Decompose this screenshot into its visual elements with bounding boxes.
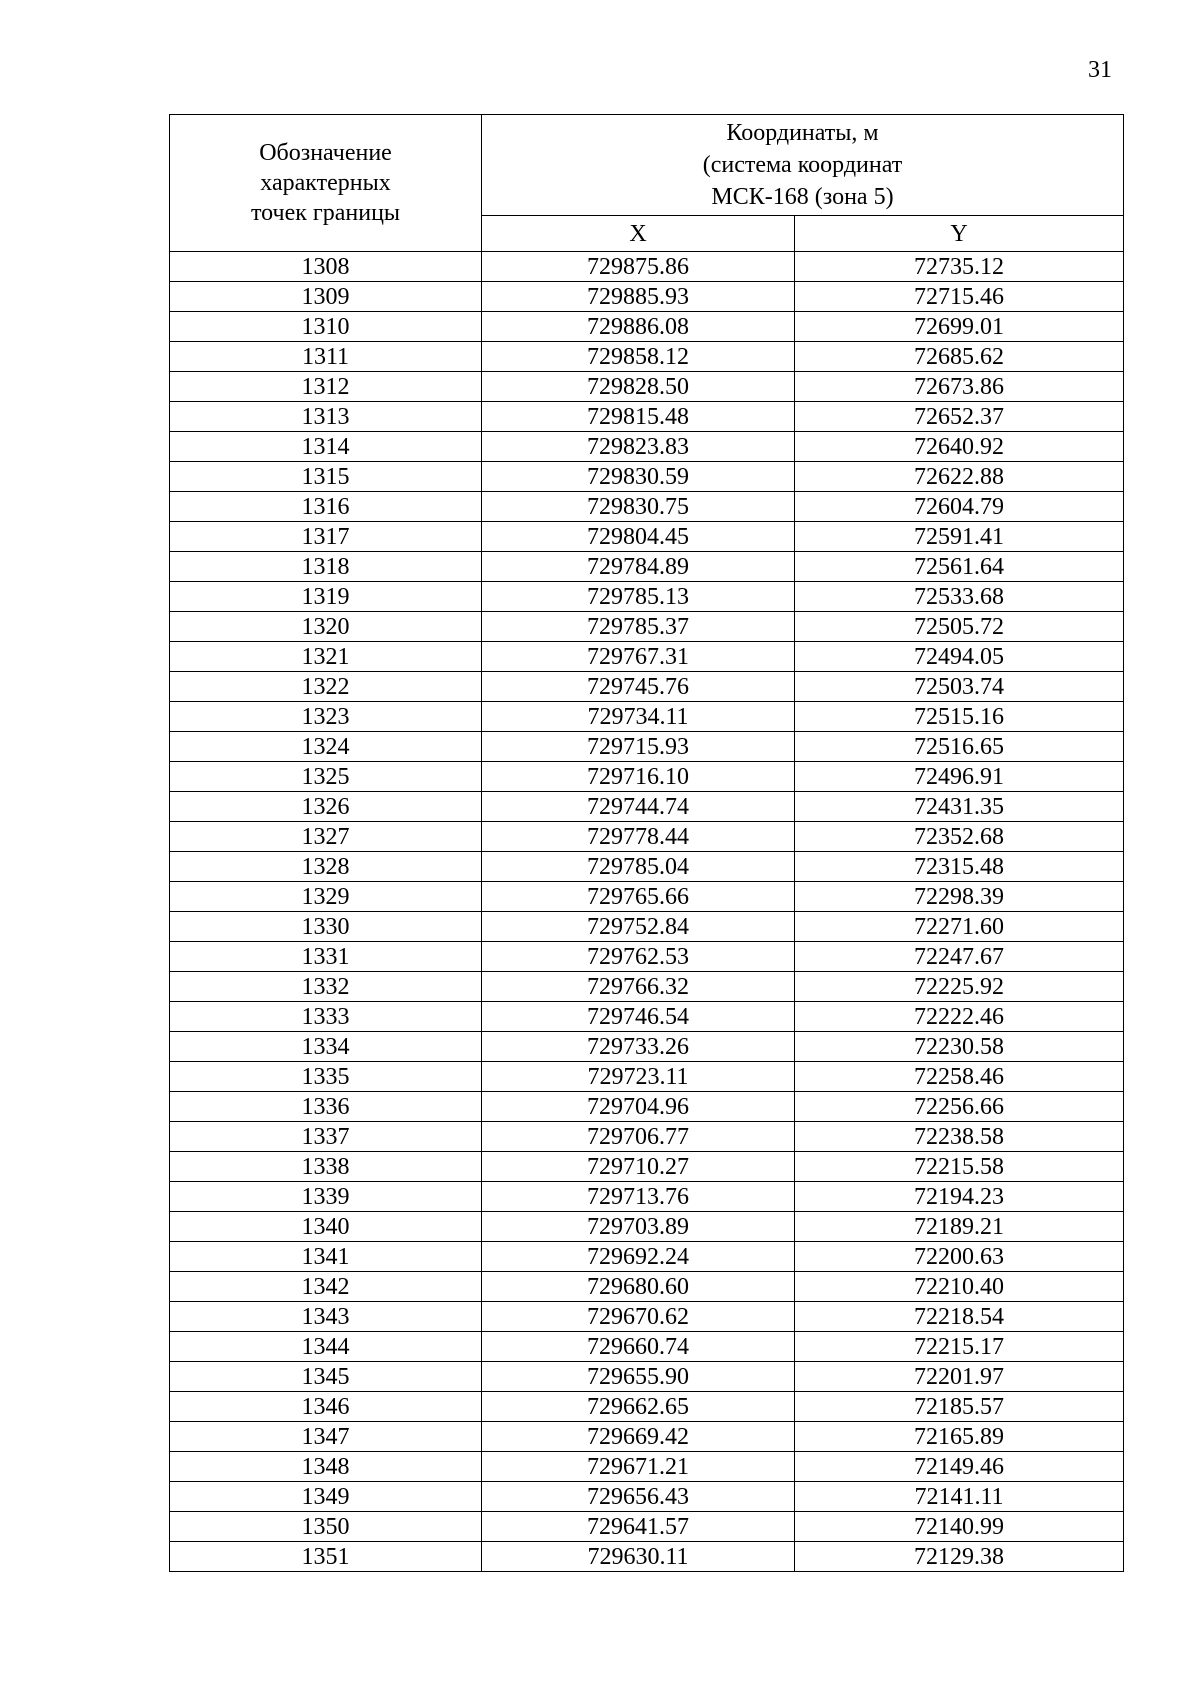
x-cell: 729830.75	[482, 492, 795, 522]
table-row	[170, 1152, 1124, 1182]
x-cell: 729744.74	[482, 792, 795, 822]
point-cell: 1342	[170, 1272, 482, 1302]
y-cell: 72352.68	[795, 822, 1124, 852]
y-cell: 72222.46	[795, 1002, 1124, 1032]
point-cell: 1329	[170, 882, 482, 912]
point-cell: 1335	[170, 1062, 482, 1092]
point-cell: 1321	[170, 642, 482, 672]
table-row	[170, 1242, 1124, 1272]
y-cell: 72140.99	[795, 1512, 1124, 1542]
x-cell: 729815.48	[482, 402, 795, 432]
table-row	[170, 852, 1124, 882]
y-cell: 72561.64	[795, 552, 1124, 582]
table-row	[170, 1362, 1124, 1392]
table-row	[170, 1002, 1124, 1032]
y-cell: 72533.68	[795, 582, 1124, 612]
x-cell: 729875.86	[482, 252, 795, 282]
page-number: 31	[1088, 57, 1112, 83]
y-cell: 72194.23	[795, 1182, 1124, 1212]
point-cell: 1325	[170, 762, 482, 792]
point-cell: 1309	[170, 282, 482, 312]
x-cell: 729703.89	[482, 1212, 795, 1242]
y-cell: 72258.46	[795, 1062, 1124, 1092]
point-cell: 1317	[170, 522, 482, 552]
point-cell: 1315	[170, 462, 482, 492]
table-row	[170, 1182, 1124, 1212]
point-cell: 1319	[170, 582, 482, 612]
point-cell: 1349	[170, 1482, 482, 1512]
point-cell: 1328	[170, 852, 482, 882]
y-cell: 72238.58	[795, 1122, 1124, 1152]
x-cell: 729704.96	[482, 1092, 795, 1122]
coordinates-header-line: Координаты, м	[726, 120, 879, 147]
y-cell: 72715.46	[795, 282, 1124, 312]
table-row	[170, 972, 1124, 1002]
table-row	[170, 1542, 1124, 1572]
x-cell: 729670.62	[482, 1302, 795, 1332]
table-row	[170, 432, 1124, 462]
coordinates-header-line: МСК-168 (зона 5)	[711, 184, 894, 211]
table-row	[170, 732, 1124, 762]
y-cell: 72141.11	[795, 1482, 1124, 1512]
x-cell: 729785.37	[482, 612, 795, 642]
y-cell: 72218.54	[795, 1302, 1124, 1332]
y-cell: 72431.35	[795, 792, 1124, 822]
point-cell: 1345	[170, 1362, 482, 1392]
point-cell: 1348	[170, 1452, 482, 1482]
y-cell: 72315.48	[795, 852, 1124, 882]
point-cell: 1351	[170, 1542, 482, 1572]
y-cell: 72515.16	[795, 702, 1124, 732]
x-cell: 729715.93	[482, 732, 795, 762]
x-cell: 729823.83	[482, 432, 795, 462]
point-cell: 1330	[170, 912, 482, 942]
table-row	[170, 312, 1124, 342]
table-row	[170, 582, 1124, 612]
y-cell: 72685.62	[795, 342, 1124, 372]
point-cell: 1318	[170, 552, 482, 582]
x-cell: 729785.13	[482, 582, 795, 612]
x-cell: 729671.21	[482, 1452, 795, 1482]
point-cell: 1346	[170, 1392, 482, 1422]
table-row	[170, 1092, 1124, 1122]
x-column-header: X	[482, 216, 795, 252]
x-cell: 729745.76	[482, 672, 795, 702]
x-cell: 729656.43	[482, 1482, 795, 1512]
y-cell: 72165.89	[795, 1422, 1124, 1452]
point-cell: 1347	[170, 1422, 482, 1452]
point-cell: 1344	[170, 1332, 482, 1362]
table-row	[170, 612, 1124, 642]
point-cell: 1341	[170, 1242, 482, 1272]
x-cell: 729767.31	[482, 642, 795, 672]
table-row	[170, 672, 1124, 702]
table-row	[170, 1032, 1124, 1062]
x-cell: 729734.11	[482, 702, 795, 732]
y-cell: 72640.92	[795, 432, 1124, 462]
table-row	[170, 792, 1124, 822]
x-cell: 729641.57	[482, 1512, 795, 1542]
designation-header	[170, 115, 482, 252]
table-row	[170, 1452, 1124, 1482]
y-cell: 72494.05	[795, 642, 1124, 672]
table-body	[170, 252, 1124, 1572]
table-row	[170, 642, 1124, 672]
x-cell: 729886.08	[482, 312, 795, 342]
table-row	[170, 1332, 1124, 1362]
x-cell: 729662.65	[482, 1392, 795, 1422]
x-cell: 729723.11	[482, 1062, 795, 1092]
point-cell: 1312	[170, 372, 482, 402]
x-cell: 729830.59	[482, 462, 795, 492]
x-cell: 729630.11	[482, 1542, 795, 1572]
table-row	[170, 1062, 1124, 1092]
y-cell: 72496.91	[795, 762, 1124, 792]
y-cell: 72298.39	[795, 882, 1124, 912]
x-cell: 729733.26	[482, 1032, 795, 1062]
x-cell: 729746.54	[482, 1002, 795, 1032]
x-cell: 729885.93	[482, 282, 795, 312]
table-row	[170, 882, 1124, 912]
table-row	[170, 1422, 1124, 1452]
x-cell: 729778.44	[482, 822, 795, 852]
x-cell: 729669.42	[482, 1422, 795, 1452]
point-cell: 1334	[170, 1032, 482, 1062]
table-header	[170, 115, 1124, 252]
point-cell: 1333	[170, 1002, 482, 1032]
point-cell: 1310	[170, 312, 482, 342]
y-cell: 72516.65	[795, 732, 1124, 762]
table-row	[170, 1512, 1124, 1542]
y-cell: 72201.97	[795, 1362, 1124, 1392]
x-cell: 729784.89	[482, 552, 795, 582]
x-cell: 729680.60	[482, 1272, 795, 1302]
table-row	[170, 552, 1124, 582]
x-cell: 729655.90	[482, 1362, 795, 1392]
point-cell: 1338	[170, 1152, 482, 1182]
table-row	[170, 822, 1124, 852]
x-cell: 729766.32	[482, 972, 795, 1002]
table-row	[170, 1212, 1124, 1242]
coordinates-header-line: (система координат	[702, 152, 903, 179]
y-cell: 72622.88	[795, 462, 1124, 492]
y-cell: 72129.38	[795, 1542, 1124, 1572]
x-cell: 729692.24	[482, 1242, 795, 1272]
table-row	[170, 372, 1124, 402]
y-cell: 72189.21	[795, 1212, 1124, 1242]
y-column-header: Y	[795, 216, 1124, 252]
y-cell: 72503.74	[795, 672, 1124, 702]
coordinates-header	[482, 115, 1124, 216]
point-cell: 1314	[170, 432, 482, 462]
x-cell: 729710.27	[482, 1152, 795, 1182]
table-row	[170, 1272, 1124, 1302]
table-row	[170, 912, 1124, 942]
y-cell: 72230.58	[795, 1032, 1124, 1062]
y-cell: 72271.60	[795, 912, 1124, 942]
table-row	[170, 762, 1124, 792]
table-row	[170, 702, 1124, 732]
table-row	[170, 402, 1124, 432]
point-cell: 1340	[170, 1212, 482, 1242]
point-cell: 1313	[170, 402, 482, 432]
table-row	[170, 1482, 1124, 1512]
point-cell: 1311	[170, 342, 482, 372]
x-cell: 729785.04	[482, 852, 795, 882]
y-cell: 72149.46	[795, 1452, 1124, 1482]
x-cell: 729716.10	[482, 762, 795, 792]
point-cell: 1327	[170, 822, 482, 852]
y-cell: 72247.67	[795, 942, 1124, 972]
point-cell: 1324	[170, 732, 482, 762]
table-row	[170, 492, 1124, 522]
x-cell: 729713.76	[482, 1182, 795, 1212]
x-cell: 729752.84	[482, 912, 795, 942]
y-cell: 72699.01	[795, 312, 1124, 342]
y-cell: 72256.66	[795, 1092, 1124, 1122]
point-cell: 1320	[170, 612, 482, 642]
table-row	[170, 462, 1124, 492]
designation-header-line: точек границы	[250, 200, 401, 226]
point-cell: 1326	[170, 792, 482, 822]
y-cell: 72210.40	[795, 1272, 1124, 1302]
coordinates-table	[169, 114, 1124, 1572]
y-cell: 72225.92	[795, 972, 1124, 1002]
y-cell: 72591.41	[795, 522, 1124, 552]
point-cell: 1332	[170, 972, 482, 1002]
x-cell: 729765.66	[482, 882, 795, 912]
table-row	[170, 1302, 1124, 1332]
designation-header-line: Обозначение	[259, 140, 392, 166]
y-cell: 72673.86	[795, 372, 1124, 402]
point-cell: 1336	[170, 1092, 482, 1122]
point-cell: 1316	[170, 492, 482, 522]
table-row	[170, 1392, 1124, 1422]
point-cell: 1331	[170, 942, 482, 972]
y-cell: 72215.58	[795, 1152, 1124, 1182]
x-cell: 729762.53	[482, 942, 795, 972]
table-row	[170, 282, 1124, 312]
point-cell: 1343	[170, 1302, 482, 1332]
table-row	[170, 342, 1124, 372]
point-cell: 1350	[170, 1512, 482, 1542]
point-cell: 1308	[170, 252, 482, 282]
designation-header-line: характерных	[260, 170, 391, 196]
point-cell: 1323	[170, 702, 482, 732]
table-row	[170, 1122, 1124, 1152]
y-cell: 72735.12	[795, 252, 1124, 282]
x-cell: 729804.45	[482, 522, 795, 552]
x-cell: 729706.77	[482, 1122, 795, 1152]
y-cell: 72200.63	[795, 1242, 1124, 1272]
table-row	[170, 522, 1124, 552]
point-cell: 1322	[170, 672, 482, 702]
table-row	[170, 942, 1124, 972]
point-cell: 1337	[170, 1122, 482, 1152]
y-cell: 72604.79	[795, 492, 1124, 522]
y-cell: 72185.57	[795, 1392, 1124, 1422]
x-cell: 729660.74	[482, 1332, 795, 1362]
x-cell: 729828.50	[482, 372, 795, 402]
y-cell: 72652.37	[795, 402, 1124, 432]
point-cell: 1339	[170, 1182, 482, 1212]
table-row	[170, 252, 1124, 282]
y-cell: 72505.72	[795, 612, 1124, 642]
y-cell: 72215.17	[795, 1332, 1124, 1362]
x-cell: 729858.12	[482, 342, 795, 372]
